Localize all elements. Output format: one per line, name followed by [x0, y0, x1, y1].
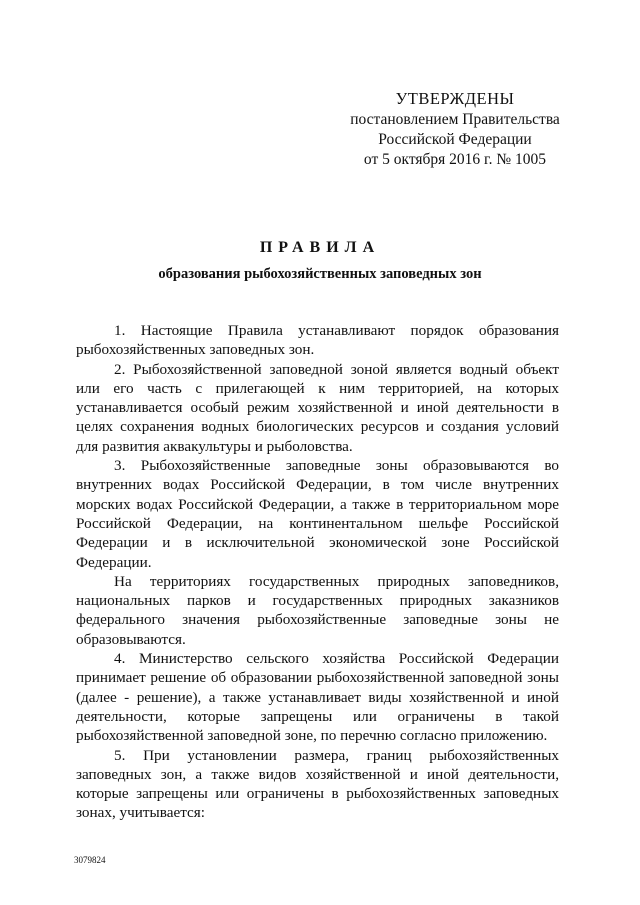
paragraph-1: 1. Настоящие Правила устанавливают порядок образования рыбохозяйственных заповедных зон.: [76, 322, 559, 359]
paragraph-5: 5. При установлении размера, границ рыбохозяйственных заповедных зон, а также видов хозяйственной и иной деятельности, которые запрещены или ограничены в рыбохозяйственных заповедных зонах, учитывается:: [76, 746, 559, 822]
approval-stamp: [340, 89, 570, 170]
document-title: ПРАВИЛА: [259, 239, 381, 256]
approval-line-1: постановлением Правительства: [350, 111, 560, 128]
paragraph-2: 2. Рыбохозяйственной заповедной зоной является водный объект или его часть с прилегающей к ним территорией, на которых устанавливается особый режим хозяйственной и иной деятельности в целях сохранения водных биологических ресурсов и создания условий для развития аквакультуры и рыболовства.: [76, 360, 559, 455]
document-body: [76, 321, 559, 823]
paragraph-4: 4. Министерство сельского хозяйства Российской Федерации принимает решение об образовании рыбохозяйственной заповедной зоны (далее - решение), а также устанавливает виды хозяйственной и иной деятельности, которые запрещены или ограничены в такой рыбохозяйственной заповедной зоне, по перечню согласно приложению.: [76, 650, 559, 745]
paragraph-3: 3. Рыбохозяйственные заповедные зоны образовываются во внутренних водах Российской Федерации, в том числе внутренних морских водах Российской Федерации, а также в территориальном море Российской Федерации, на континентальном шельфе Российской Федерации и в исключительной экономической зоне Российской Федерации.: [76, 457, 559, 571]
document-subtitle: образования рыбохозяйственных заповедных зон: [158, 266, 482, 282]
approval-heading: УТВЕРЖДЕНЫ: [395, 89, 515, 108]
approval-line-3: от 5 октября 2016 г. № 1005: [363, 151, 547, 168]
approval-line-2: Российской Федерации: [378, 131, 532, 148]
document-number: 3079824: [74, 855, 106, 865]
paragraph-3-note: На территориях государственных природных заповедников, национальных парков и государственных природных заказников федерального значения рыбохозяйственные заповедные зоны не образовываются.: [76, 572, 559, 648]
